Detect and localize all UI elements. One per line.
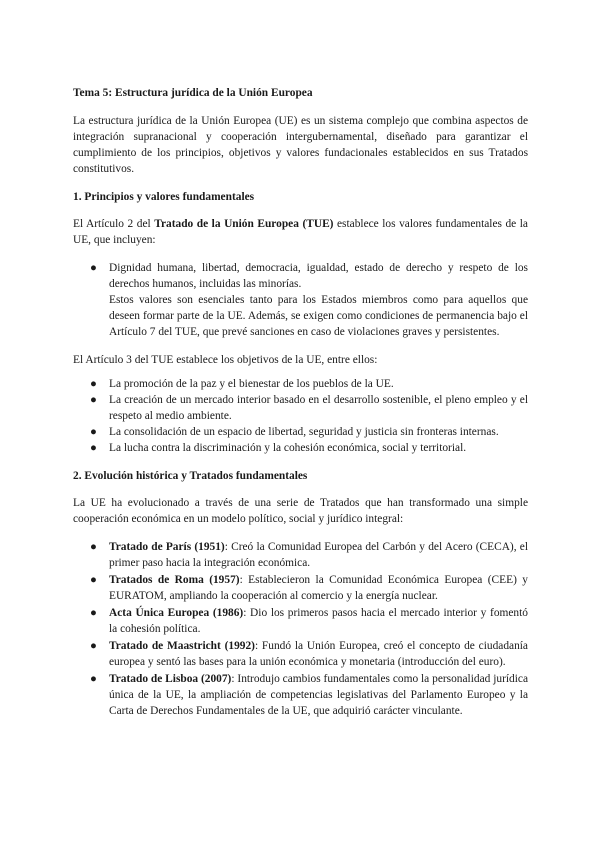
list-item [73, 572, 528, 604]
bullet-icon: ● [90, 426, 97, 438]
bullet-icon: ● [90, 640, 97, 652]
section2-intro: La UE ha evolucionado a través de una serie de Tratados que han transformado una simple cooperación económica en un modelo político, social y jurídico integral: [73, 497, 528, 525]
list-item [73, 376, 528, 392]
treaty-name: Tratados de Roma (1957) [109, 574, 240, 586]
bullet-icon: ● [90, 442, 97, 454]
objective-text: La promoción de la paz y el bienestar de los pueblos de la UE. [109, 378, 394, 390]
list-item [73, 605, 528, 637]
values-list [73, 260, 528, 340]
treaty-name: Tratado de Maastricht (1992) [109, 640, 255, 652]
treaties-list [73, 539, 528, 719]
treaty-desc: : Establecieron la Comunidad Económica Europea (CEE) y EURATOM, ampliando la cooperación al comercio y la energía nuclear. [109, 574, 528, 602]
tue-bold: Tratado de la Unión Europea (TUE) [154, 218, 334, 230]
list-item [73, 539, 528, 571]
bullet-icon: ● [90, 541, 97, 553]
bullet-icon: ● [90, 262, 97, 274]
section1-heading: 1. Principios y valores fundamentales [73, 191, 255, 203]
list-item [73, 424, 528, 440]
section1-p1-after: establece los valores fundamentales de la UE, que incluyen: [73, 218, 528, 246]
bullet-icon: ● [90, 607, 97, 619]
intro-paragraph: La estructura jurídica de la Unión Europea (UE) es un sistema complejo que combina aspectos de integración supranacional y cooperación intergubernamental, diseñado para garantizar el cumplimiento de los principios, objetivos y valores fundacionales establecidos en sus Tratados constitutivos. [73, 115, 528, 175]
list-item [73, 392, 528, 424]
treaty-desc: : Fundó la Unión Europea, creó el concepto de ciudadanía europea y sentó las bases para la unión económica y monetaria (introducción del euro). [109, 640, 528, 668]
treaty-desc: : Creó la Comunidad Europea del Carbón y del Acero (CECA), el primer paso hacia la integración económica. [109, 541, 528, 569]
values-item-first: Dignidad humana, libertad, democracia, igualdad, estado de derecho y respeto de los derechos humanos, incluidas las minorías. [109, 262, 528, 290]
section1-paragraph-1 [73, 216, 528, 248]
treaty-desc: : Introdujo cambios fundamentales como la personalidad jurídica única de la UE, la ampliación de competencias legislativas del Parlamento Europeo y la Carta de Derechos Fundamentales de la UE, que adquirió carácter vinculante. [109, 673, 528, 717]
treaty-desc: : Dio los primeros pasos hacia el mercado interior y fomentó la cohesión política. [109, 607, 528, 635]
bullet-icon: ● [90, 574, 97, 586]
bullet-icon: ● [90, 394, 97, 406]
objective-text: La creación de un mercado interior basado en el desarrollo sostenible, el pleno empleo y el respeto al medio ambiente. [109, 394, 528, 422]
objectives-list [73, 376, 528, 456]
treaty-name: Tratado de París (1951) [109, 541, 225, 553]
document-content [73, 85, 528, 731]
section1-p1-before: El Artículo 2 del [73, 218, 155, 230]
treaty-name: Acta Única Europea (1986) [109, 607, 244, 619]
bullet-icon: ● [90, 673, 97, 685]
treaty-name: Tratado de Lisboa (2007) [109, 673, 232, 685]
page-title: Tema 5: Estructura jurídica de la Unión Europea [73, 87, 313, 99]
objective-text: La consolidación de un espacio de libertad, seguridad y justicia sin fronteras internas. [109, 426, 499, 438]
list-item [73, 260, 528, 340]
section1-paragraph-2: El Artículo 3 del TUE establece los objetivos de la UE, entre ellos: [73, 354, 378, 366]
objective-text: La lucha contra la discriminación y la cohesión económica, social y territorial. [109, 442, 467, 454]
bullet-icon: ● [90, 378, 97, 390]
values-item-second: Estos valores son esenciales tanto para los Estados miembros como para aquellos que deseen formar parte de la UE. Además, se exigen como condiciones de permanencia bajo el Artículo 7 del TUE, que prevé sanciones en caso de violaciones graves y persistentes. [109, 294, 528, 338]
list-item [73, 671, 528, 719]
list-item [73, 440, 528, 456]
section2-heading: 2. Evolución histórica y Tratados fundamentales [73, 470, 308, 482]
list-item [73, 638, 528, 670]
